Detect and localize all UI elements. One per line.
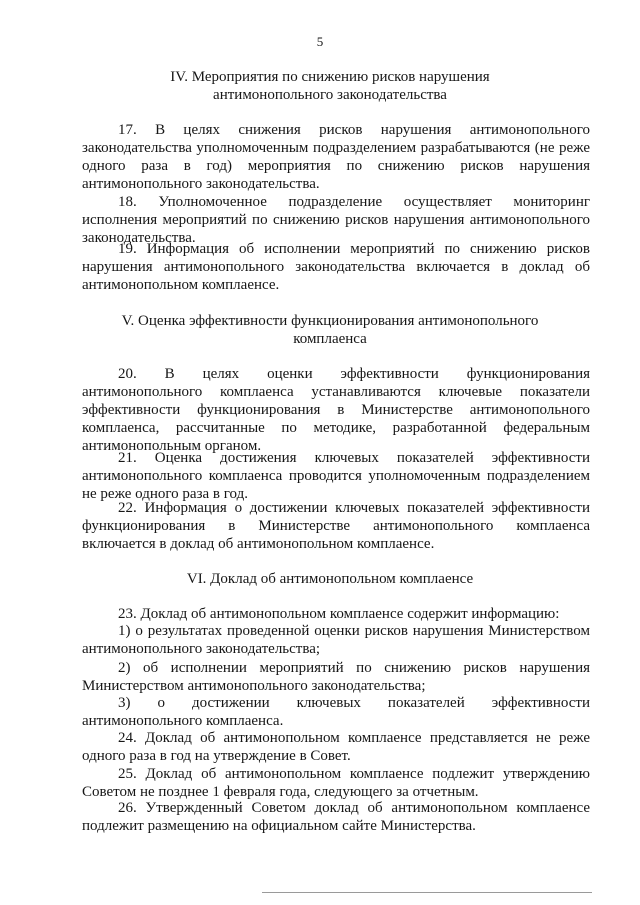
list-item-2: 2) об исполнении мероприятий по снижению рисков нарушения Министерством антимонопольного законодательства; <box>82 660 590 694</box>
paragraph-20: 20. В целях оценки эффективности функционирования антимонопольного комплаенса устанавливаются ключевые показатели эффективности функционирования в Министерстве антимонопольного комплаенса, рассчитанные по методике, разработанной федеральным антимонопольным органом. <box>82 366 590 454</box>
paragraph-24: 24. Доклад об антимонопольном комплаенсе представляется не реже одного раза в год на утверждение в Совет. <box>82 730 590 764</box>
paragraph-17: 17. В целях снижения рисков нарушения антимонопольного законодательства уполномоченным подразделением разрабатываются (не реже одного раза в год) мероприятия по снижению рисков нарушения антимонопольного законодательства. <box>82 122 590 192</box>
paragraph-26: 26. Утвержденный Советом доклад об антимонопольном комплаенсе подлежит размещению на официальном сайте Министерства. <box>82 800 590 834</box>
bottom-rule <box>262 892 592 893</box>
paragraph-21: 21. Оценка достижения ключевых показателей эффективности антимонопольного комплаенса проводится уполномоченным подразделением не реже одного раза в год. <box>82 450 590 502</box>
page-number: 5 <box>316 34 324 49</box>
paragraph-18: 18. Уполномоченное подразделение осуществляет мониторинг исполнения мероприятий по снижению рисков нарушения антимонопольного законодательства. <box>82 194 590 246</box>
section-6-heading: VI. Доклад об антимонопольном комплаенсе <box>186 571 474 587</box>
section-4-heading: IV. Мероприятия по снижению рисков нарушения антимонопольного законодательства <box>170 69 490 103</box>
list-item-3: 3) о достижении ключевых показателей эффективности антимонопольного комплаенса. <box>82 695 590 729</box>
paragraph-25: 25. Доклад об антимонопольном комплаенсе подлежит утверждению Советом не позднее 1 февраля года, следующего за отчетным. <box>82 766 590 800</box>
paragraph-22: 22. Информация о достижении ключевых показателей эффективности функционирования в Министерстве антимонопольного комплаенса включается в доклад об антимонопольном комплаенсе. <box>82 500 590 552</box>
paragraph-23: 23. Доклад об антимонопольном комплаенсе содержит информацию: <box>118 606 560 622</box>
list-item-1: 1) о результатах проведенной оценки рисков нарушения Министерством антимонопольного законодательства; <box>82 623 590 657</box>
paragraph-19: 19. Информация об исполнении мероприятий по снижению рисков нарушения антимонопольного законодательства включается в доклад об антимонопольном комплаенсе. <box>82 241 590 293</box>
section-5-heading: V. Оценка эффективности функционирования антимонопольного комплаенса <box>121 313 539 347</box>
